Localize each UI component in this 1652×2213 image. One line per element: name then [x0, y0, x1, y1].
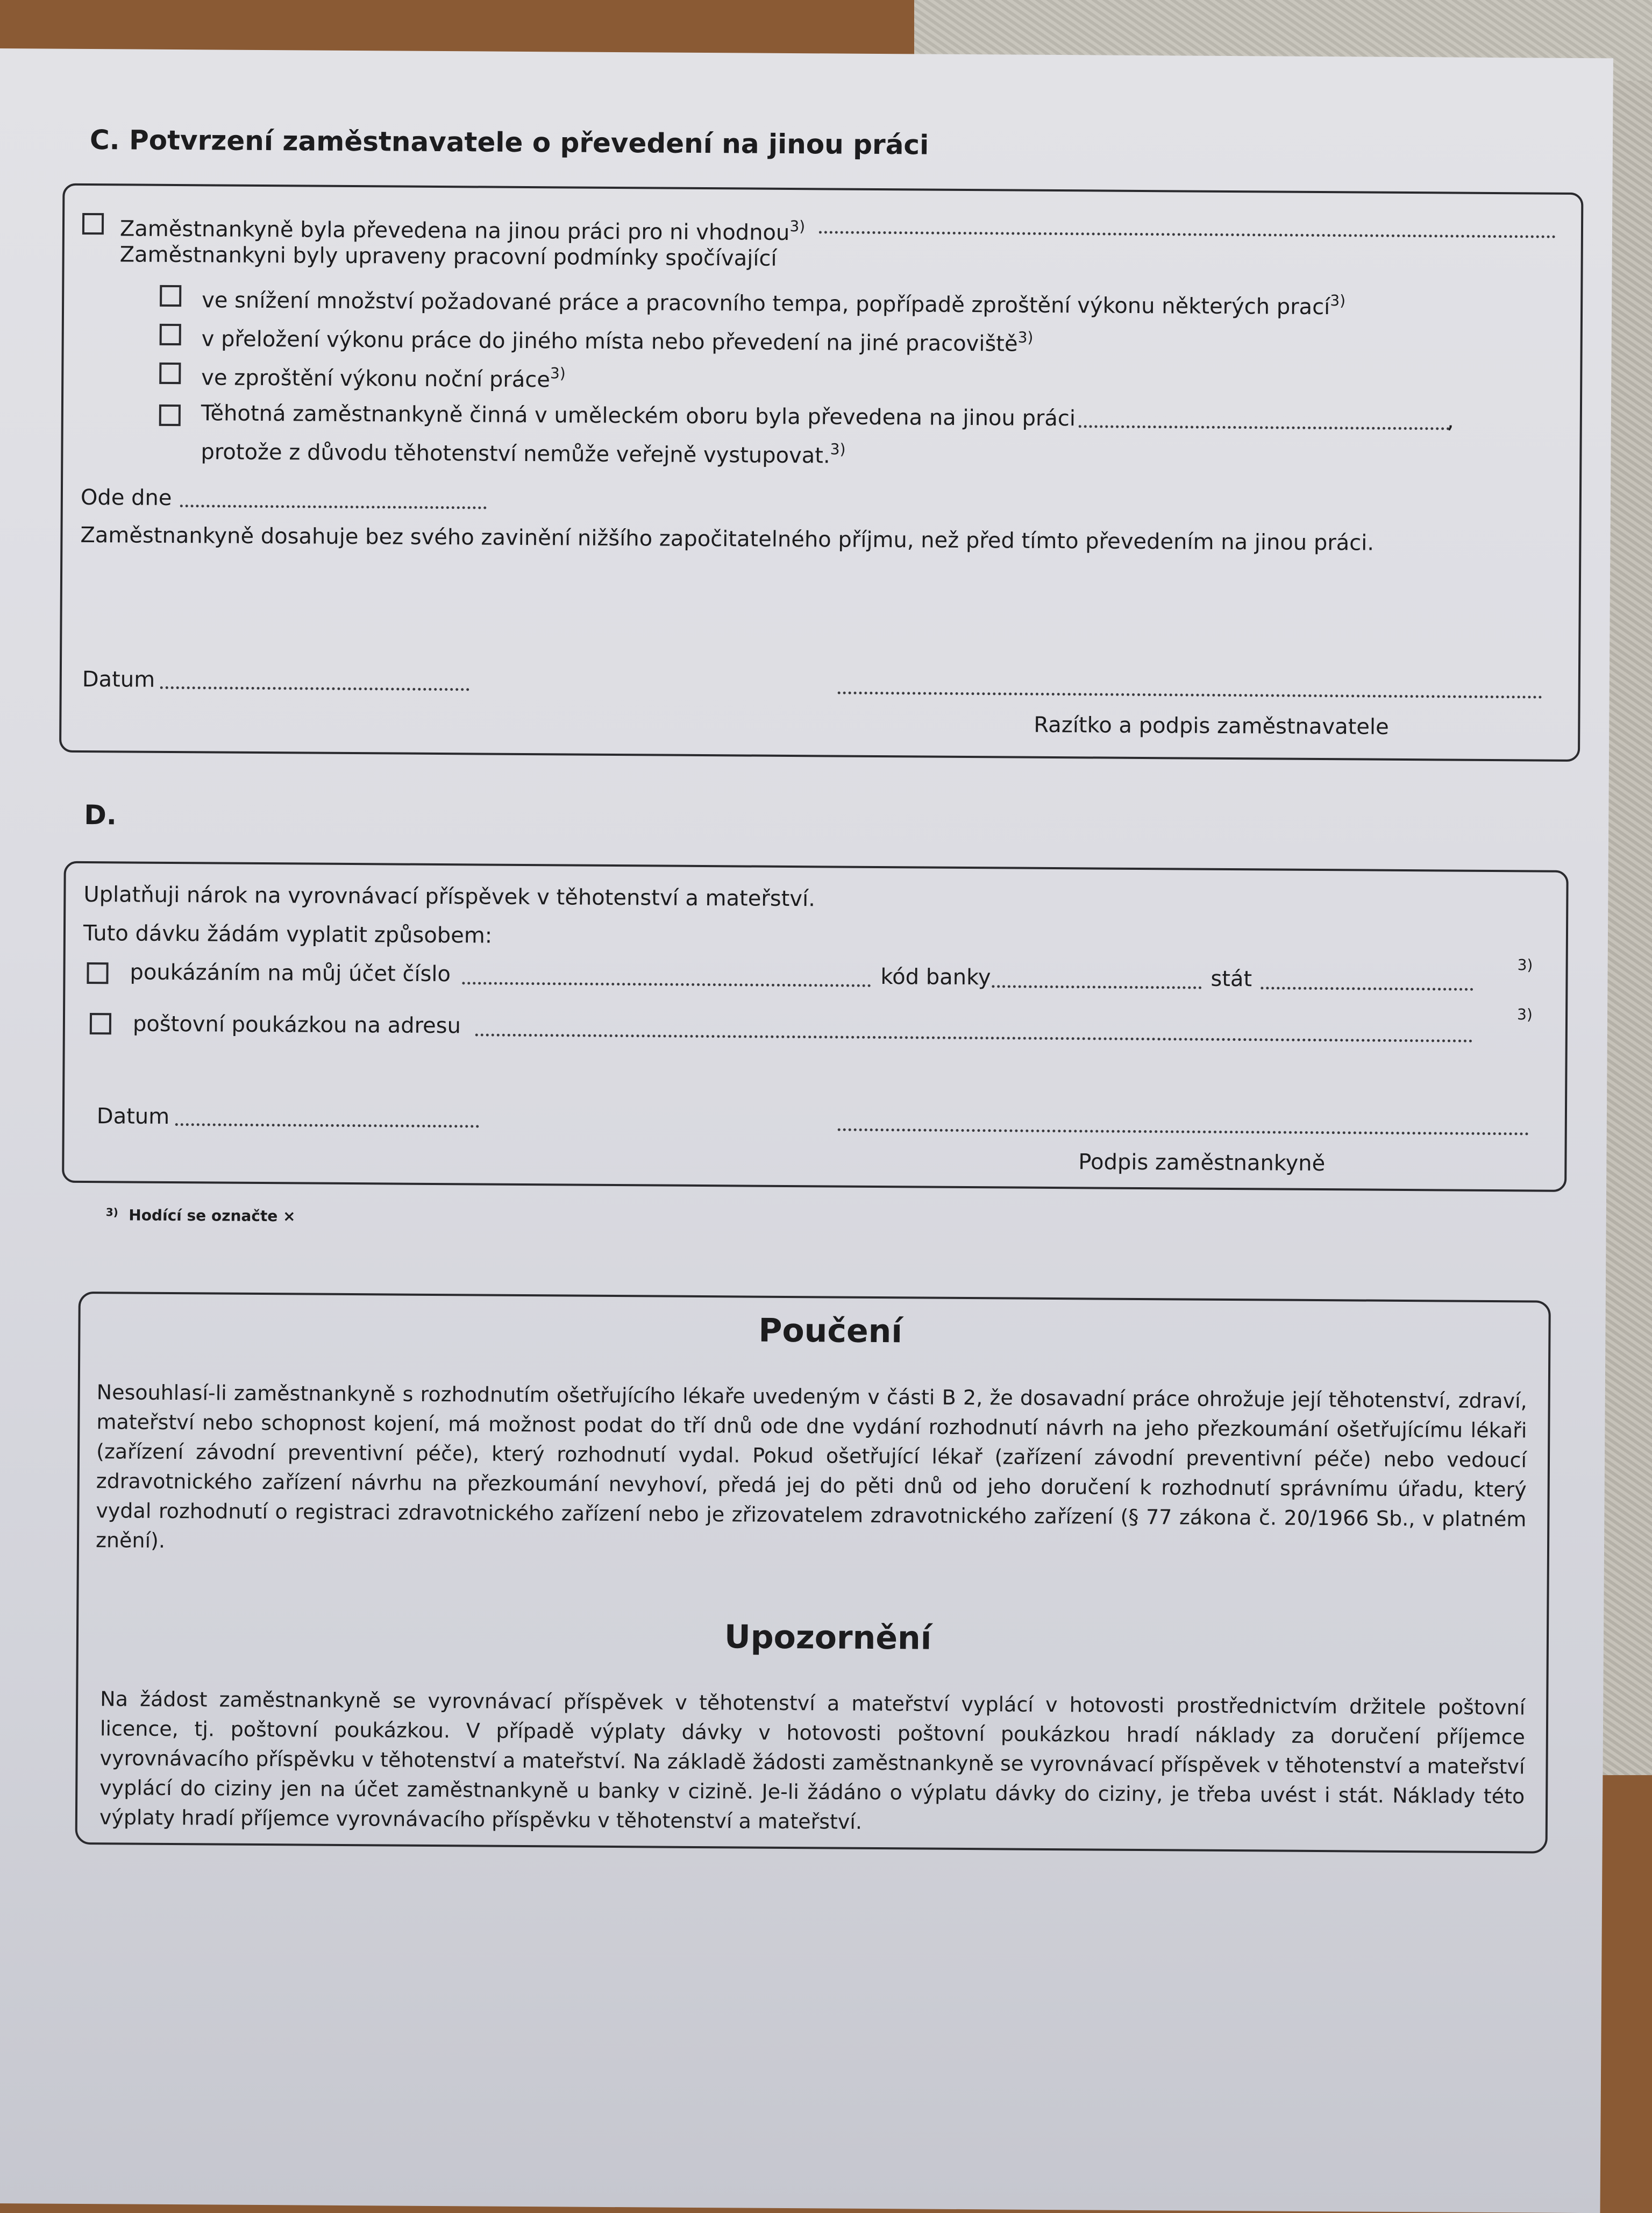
artist-comma: , — [1447, 408, 1454, 434]
employee-signature-caption: Podpis zaměstnankyně — [1078, 1150, 1326, 1176]
checkbox-transfer[interactable] — [82, 213, 104, 235]
upozorneni-text: Na žádost zaměstnankyně se vyrovnávací příspěvek v těhotenství a mateřství vyplácí v hotovosti prostřednictvím držitele poštovní licence, tj. poštovní poukázkou. V případě výplaty dávky v hotovosti poštovní poukázkou hradí náklady za doručení příjemce vyrovnávacího příspěvku v těhotenství a mateřství. Na základě žádosti zaměstnankyně se vyrovnávací příspěvek v těhotenství a mateřství vyplácí do ciziny jen na účet zaměstnankyně u banky v cizině. Je-li žádáno o výplatu dávky do ciziny, je třeba uvést i stát. Náklady této výplaty hradí příjemce vyrovnávacího příspěvku v těhotenství a mateřství. — [99, 1687, 1526, 1834]
transfer-label: Zaměstnankyně byla převedena na jinou práci pro ni vhodnou$^{3)}$ — [119, 216, 806, 245]
reduce-work-label: ve snížení množství požadované práce a pracovního tempa, popřípadě zproštění výkonu některých prací$^{3)}$ — [202, 288, 1346, 320]
upozorneni-title: Upozornění — [724, 1618, 932, 1657]
footnote-ref: 3) — [1330, 292, 1346, 310]
checkbox-account[interactable] — [87, 962, 108, 984]
form-page — [0, 48, 1613, 2213]
footnote — [106, 1205, 296, 1225]
employer-signature-caption: Razítko a podpis zaměstnavatele — [1034, 712, 1389, 740]
c-date-label: Datum — [82, 666, 155, 692]
section-c-title: C. Potvrzení zaměstnavatele o převedení na jinou práci — [89, 124, 929, 161]
footnote-marker: 3) — [105, 1205, 118, 1219]
pouceni-title: Poučení — [758, 1311, 903, 1351]
checkbox-night-work[interactable] — [159, 363, 181, 384]
conditions-intro: Zaměstnankyni byly upraveny pracovní podmínky spočívající — [119, 242, 777, 271]
payment-intro: Tuto dávku žádám vyplatit způsobem: — [83, 920, 493, 948]
account-label: poukázáním na můj účet číslo — [130, 960, 451, 987]
footnote-ref: 3) — [1517, 956, 1533, 974]
checkbox-postal[interactable] — [90, 1013, 111, 1034]
bank-code-label: kód banky — [880, 964, 991, 990]
checkbox-artist[interactable] — [159, 405, 181, 426]
checkbox-reduce-work[interactable] — [160, 285, 181, 307]
claim-text: Uplatňuji nárok na vyrovnávací příspěvek v těhotenství a mateřství. — [83, 882, 816, 912]
section-d-title: D. — [84, 799, 117, 831]
footnote-text: Hodící se označte × — [129, 1206, 296, 1225]
d-date-label: Datum — [96, 1104, 170, 1129]
artist-label-line1: Těhotná zaměstnankyně činná v uměleckém oboru byla převedena na jinou práci — [201, 401, 1076, 431]
footnote-ref: 3) — [1516, 1005, 1533, 1024]
state-label: stát — [1210, 966, 1252, 992]
since-label: Ode dne — [80, 485, 172, 510]
night-work-label: ve zproštění výkonu noční práce$^{3)}$ — [201, 364, 566, 393]
pouceni-text: Nesouhlasí-li zaměstnankyně s rozhodnutím ošetřujícího lékaře uvedeným v části B 2, že dosavadní práce ohrožuje její těhotenství, zdraví, mateřství nebo schopnost kojení, má možnost podat do tří dnů ode dne vydání rozhodnutí návrh na jeho přezkoumání ošetřujícímu lékaři (zařízení závodní preventivní péče), který rozhodnutí vydal. Pokud ošetřující lékař (zařízení závodní preventivní péče) nebo vedoucí zdravotnického zařízení návrhu na přezkoumání nevyhoví, předá jej do pěti dnů od jeho doručení k rozhodnutí správnímu úřadu, který vydal rozhodnutí o registraci zdravotnického zařízení nebo je zřizovatelem zdravotnického zařízení (§ 77 zákona č. 20/1966 Sb., v platném znění). — [95, 1380, 1527, 1552]
postal-label: poštovní poukázkou na adresu — [132, 1011, 461, 1039]
section-c-box — [59, 183, 1583, 762]
footnote-ref: 3) — [1017, 328, 1034, 346]
artist-label-line2: protože z důvodu těhotenství nemůže veřejně vystupovat.$^{3)}$ — [201, 439, 846, 469]
income-statement: Zaměstnankyně dosahuje bez svého zavinění nižšího započitatelného příjmu, než před tímto převedením na jinou práci. — [80, 522, 1375, 556]
relocate-label: v přeložení výkonu práce do jiného místa nebo převedení na jiné pracoviště$^{3)}$ — [201, 327, 1034, 357]
footnote-ref: 3) — [550, 364, 566, 382]
footnote-ref: 3) — [830, 440, 846, 458]
footnote-ref: 3) — [789, 217, 806, 236]
checkbox-relocate[interactable] — [160, 324, 181, 345]
